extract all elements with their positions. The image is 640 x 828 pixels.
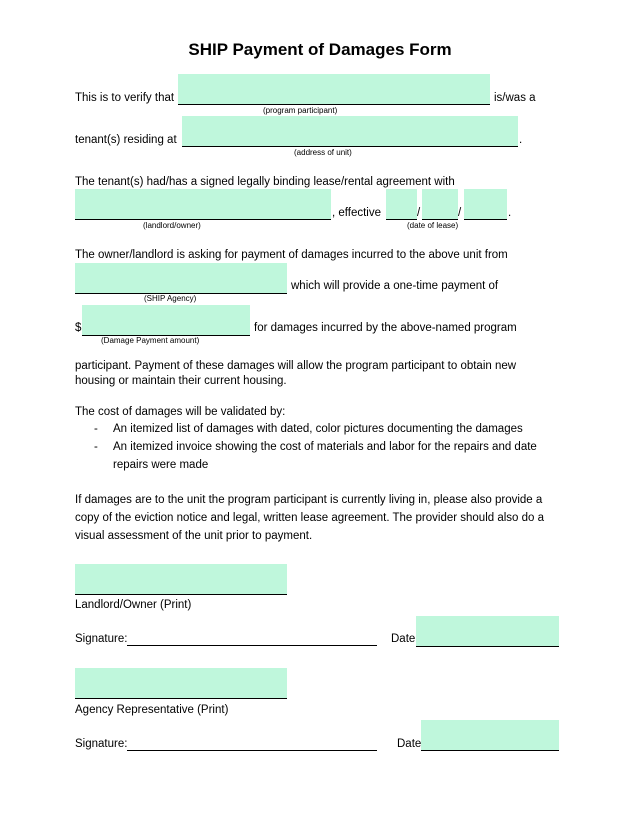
address-of-unit-field[interactable]: [182, 116, 518, 147]
agency-signature-label: Signature:: [75, 738, 128, 750]
ship-agency-field[interactable]: [75, 263, 287, 294]
address-caption: (address of unit): [294, 148, 352, 157]
paragraph2-line1: If damages are to the unit the program participant is currently living in, please also provide a: [75, 494, 543, 506]
bullet-marker: -: [94, 441, 98, 453]
lease-date-caption: (date of lease): [407, 221, 459, 230]
agency-date-field[interactable]: [421, 720, 559, 751]
lease-date-year-field[interactable]: [464, 189, 507, 220]
amount-suffix: for damages incurred by the above-named program: [254, 322, 517, 334]
paragraph2-line3: visual assessment of the unit prior to payment.: [75, 530, 313, 542]
landlord-owner-field[interactable]: [75, 189, 331, 220]
list-item: An itemized list of damages with dated, color pictures documenting the damages: [113, 423, 523, 435]
residing-suffix: .: [519, 134, 523, 146]
landlord-date-label: Date: [391, 633, 416, 645]
program-participant-field[interactable]: [178, 74, 490, 105]
date-separator-2: /: [458, 207, 462, 219]
page-title: SHIP Payment of Damages Form: [188, 40, 452, 59]
lease-date-month-field[interactable]: [386, 189, 417, 220]
bullet-marker: -: [94, 423, 98, 435]
landlord-caption: (landlord/owner): [143, 221, 201, 230]
paragraph1-line1: participant. Payment of these damages will allow the program participant to obtain new: [75, 360, 517, 372]
lease-date-day-field[interactable]: [422, 189, 458, 220]
agency-rep-print-name-field[interactable]: [75, 668, 287, 699]
landlord-signature-field[interactable]: [127, 630, 377, 646]
amount-caption: (Damage Payment amount): [101, 336, 200, 345]
damage-payment-amount-field[interactable]: [82, 305, 250, 336]
landlord-signature-label: Signature:: [75, 633, 128, 645]
landlord-date-field[interactable]: [416, 616, 559, 647]
date-separator-1: /: [417, 207, 421, 219]
residing-prefix: tenant(s) residing at: [75, 134, 177, 146]
agency-date-label: Date: [397, 738, 422, 750]
paragraph2-line2: copy of the eviction notice and legal, written lease agreement. The provider should also do a: [75, 512, 545, 524]
list-item-continuation: repairs were made: [113, 459, 209, 471]
landlord-print-name-field[interactable]: [75, 564, 287, 595]
list-item: An itemized invoice showing the cost of materials and labor for the repairs and date: [113, 441, 537, 453]
paragraph1-line2: housing or maintain their current housing.: [75, 375, 287, 387]
owner-request-text: The owner/landlord is asking for payment of damages incurred to the above unit from: [75, 249, 508, 261]
verify-suffix: is/was a: [494, 92, 536, 104]
lease-period: .: [508, 207, 512, 219]
agency-print-label: Agency Representative (Print): [75, 704, 229, 716]
validated-intro: The cost of damages will be validated by:: [75, 406, 286, 418]
dollar-sign: $: [75, 322, 82, 334]
agency-suffix: which will provide a one-time payment of: [291, 280, 499, 292]
effective-label: , effective: [332, 207, 382, 219]
landlord-print-label: Landlord/Owner (Print): [75, 599, 192, 611]
agency-caption: (SHIP Agency): [144, 294, 197, 303]
lease-sentence: The tenant(s) had/has a signed legally binding lease/rental agreement with: [75, 176, 455, 188]
participant-caption: (program participant): [263, 106, 338, 115]
agency-signature-field[interactable]: [127, 735, 377, 751]
verify-prefix: This is to verify that: [75, 92, 175, 104]
